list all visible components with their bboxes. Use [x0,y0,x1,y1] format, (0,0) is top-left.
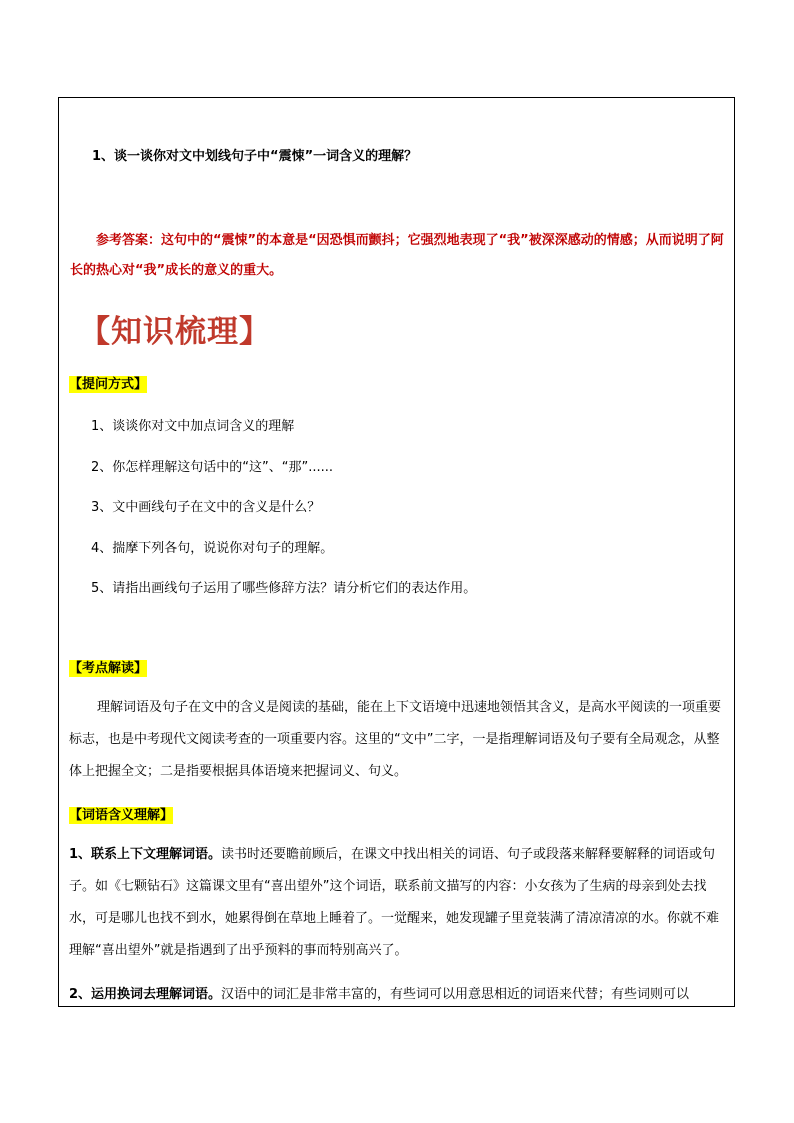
words-paragraph-2-lead: 2、运用换词去理解词语。 [69,987,222,1002]
question-item-2: 2、你怎样理解这句话中的“这”、“那”...... [91,460,334,475]
question-text: 1、谈一谈你对文中划线句子中“震悚”一词含义的理解？ [92,149,418,164]
knowledge-heading: 【知识梳理】 [79,314,271,350]
question-item-5: 5、请指出画线句子运用了哪些修辞方法？请分析它们的表达作用。 [91,581,477,596]
question-item-1: 1、谈谈你对文中加点词含义的理解 [91,419,295,434]
content-frame [58,97,735,1007]
words-paragraph-1-lead: 1、联系上下文理解词语。 [69,847,222,862]
points-paragraph [69,692,729,788]
words-paragraph-2-text: 汉语中的词汇是非常丰富的，有些词可以用意思相近的词语来代替；有些词则可以 [221,987,690,1002]
question-item-3: 3、文中画线句子在文中的含义是什么？ [91,500,321,515]
reference-answer-text: 参考答案：这句中的“震悚”的本意是“因恐惧而颤抖；它强烈地表现了“我”被深深感动的情感；从而说明了阿长的热心对“我”成长的意义的重大。 [70,233,724,278]
questions-section-tag: 【提问方式】 [69,377,148,392]
points-section-tag: 【考点解读】 [69,661,148,676]
reference-answer [70,226,730,286]
words-paragraph-1-text: 读书时还要瞻前顾后，在课文中找出相关的词语、句子或段落来解释要解释的词语或句子。如《七颗钻石》这篇课文里有“喜出望外”这个词语，联系前文描写的内容：小女孩为了生病的母亲到处去找水，可是哪儿也找不到水，她累得倒在草地上睡着了。一觉醒来，她发现罐子里竟装满了清凉清凉的水。你就不难理解“喜出望外”就是指遇到了出乎预料的事而特别高兴了。 [69,847,720,958]
words-paragraph-1 [69,839,731,967]
question-item-4: 4、揣摩下列各句，说说你对句子的理解。 [91,541,334,556]
points-paragraph-text: 理解词语及句子在文中的含义是阅读的基础，能在上下文语境中迅速地领悟其含义，是高水平阅读的一项重要标志，也是中考现代文阅读考查的一项重要内容。这里的“文中”二字，一是指理解词语及句子要有全局观念，从整体上把握全文；二是指要根据具体语境来把握词义、句义。 [69,700,722,779]
words-section-tag: 【词语含义理解】 [69,808,174,823]
words-paragraph-2 [69,979,735,1007]
